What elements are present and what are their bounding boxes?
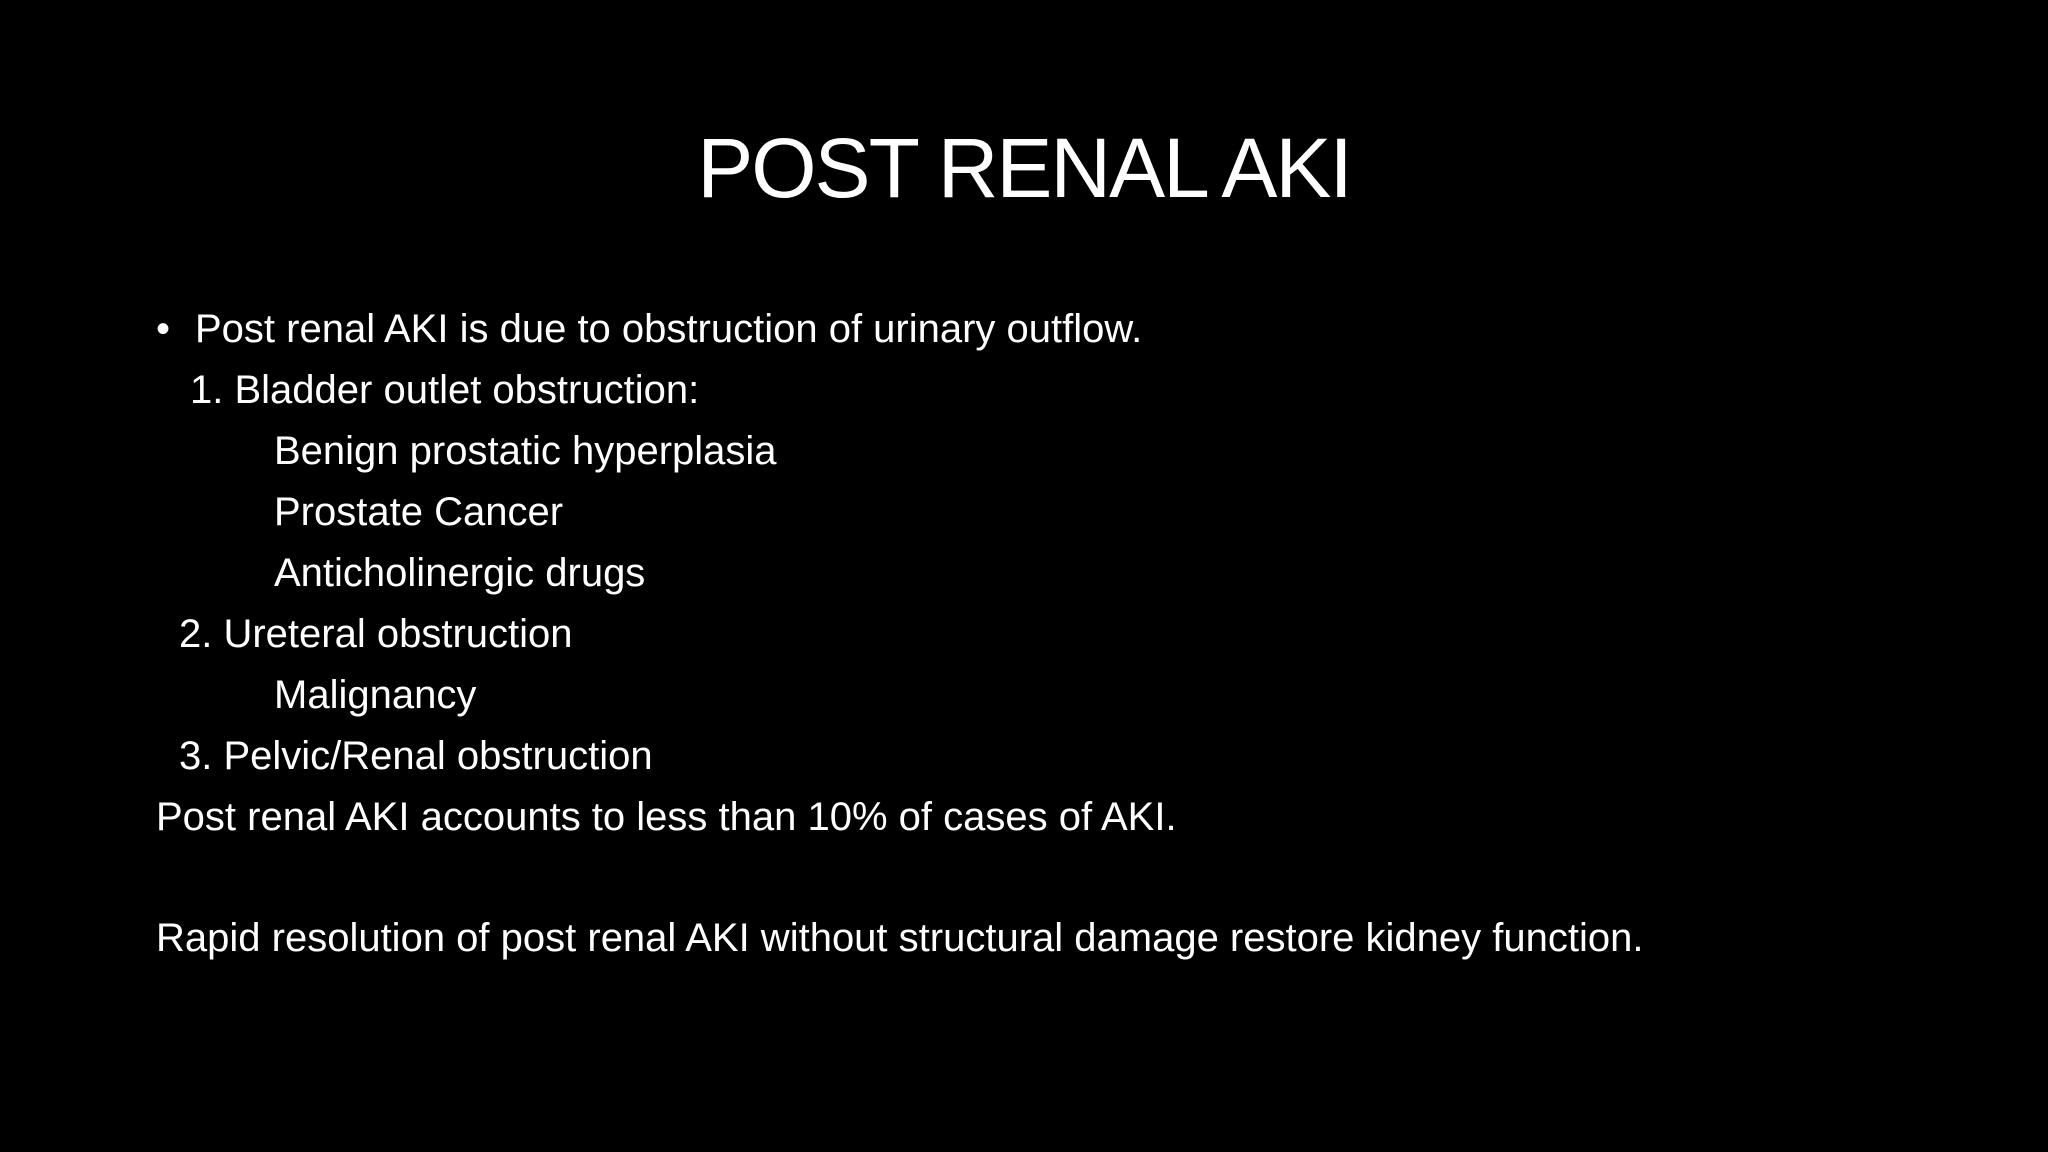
body-line-subitem: Malignancy bbox=[274, 673, 477, 717]
body-line-conclusion: Rapid resolution of post renal AKI without structural damage restore kidney function. bbox=[156, 916, 1644, 960]
body-line-subitem: Benign prostatic hyperplasia bbox=[274, 429, 777, 473]
body-line-item-1: 1. Bladder outlet obstruction: bbox=[190, 368, 700, 412]
body-line-statistic: Post renal AKI accounts to less than 10% of cases of AKI. bbox=[156, 795, 1177, 839]
body-line-item-3: 3. Pelvic/Renal obstruction bbox=[179, 734, 653, 778]
body-line-subitem: Anticholinergic drugs bbox=[274, 551, 646, 595]
body-line-intro: Post renal AKI is due to obstruction of urinary outflow. bbox=[195, 307, 1143, 351]
body-line-item-2: 2. Ureteral obstruction bbox=[179, 612, 573, 656]
body-line-subitem: Prostate Cancer bbox=[274, 490, 564, 534]
slide-title: POST RENAL AKI bbox=[697, 121, 1351, 215]
bullet-marker: • bbox=[156, 307, 171, 351]
